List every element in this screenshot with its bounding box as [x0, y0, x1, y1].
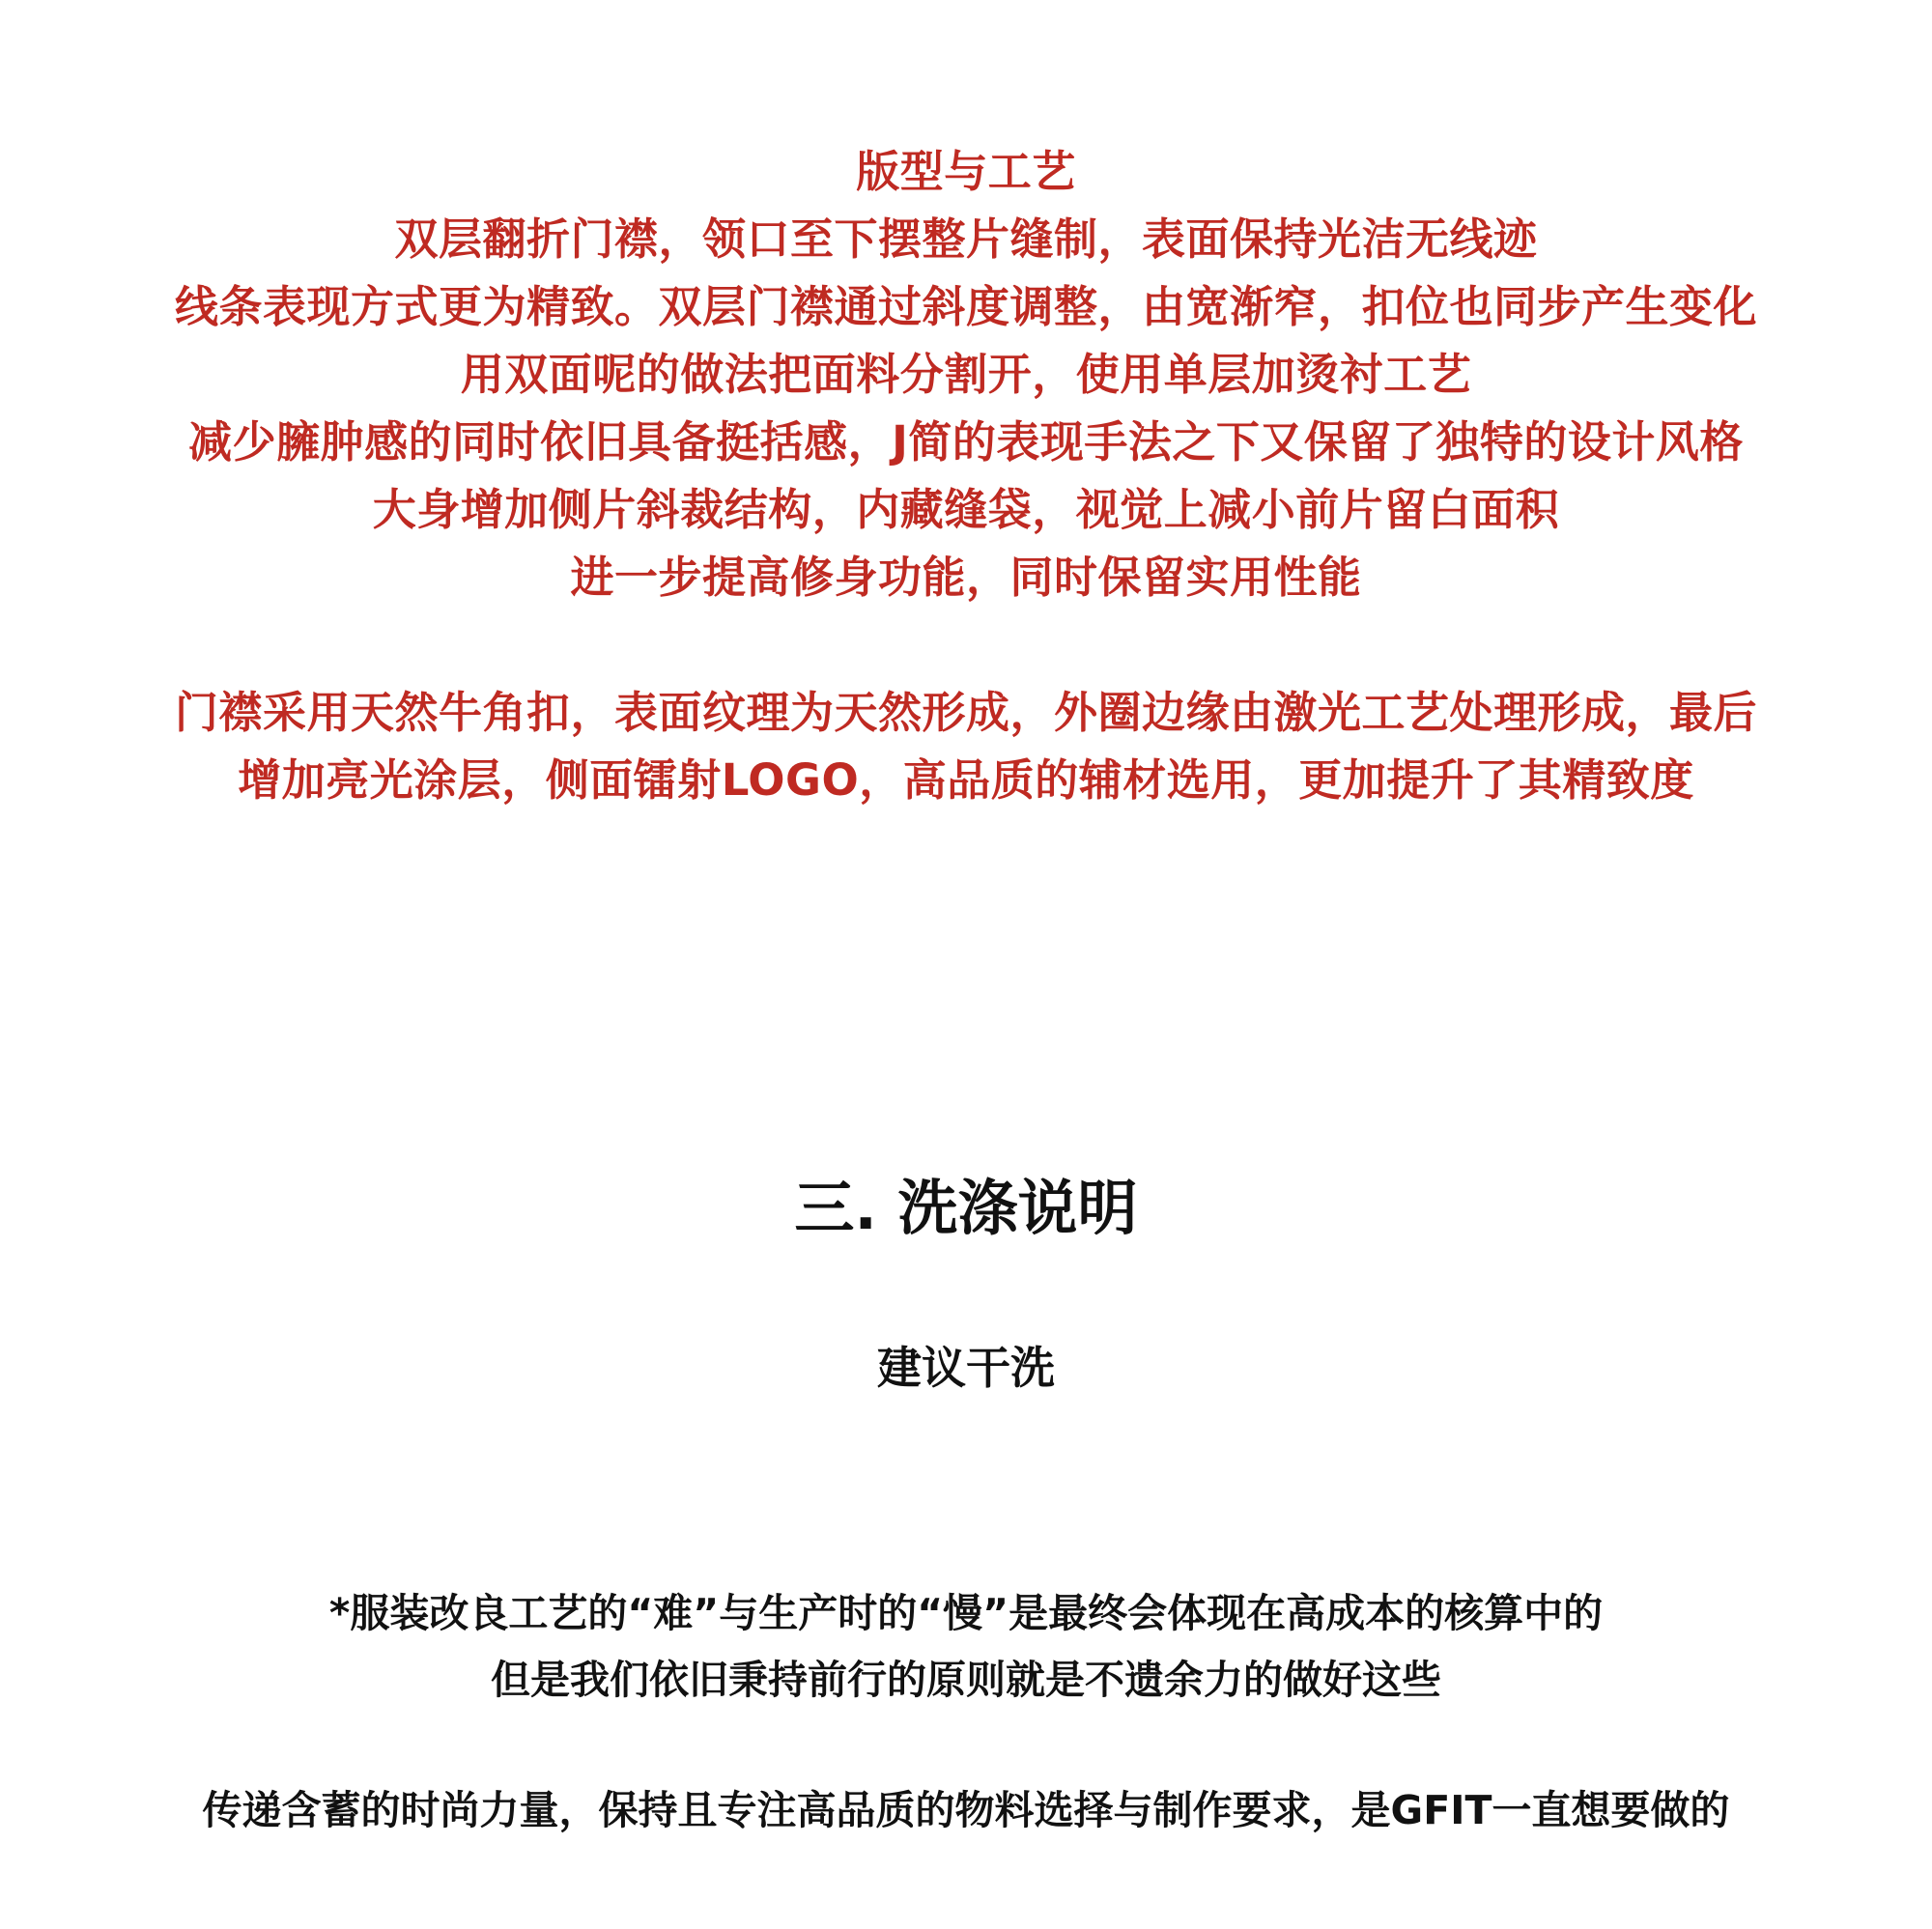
craft-line-6: 进一步提高修身功能，同时保留实用性能	[570, 552, 1362, 603]
craft-line-2: 线条表现方式更为精致。双层门襟通过斜度调整，由宽渐窄，扣位也同步产生变化	[174, 281, 1757, 332]
button-line-2: 增加亮光涂层，侧面镭射LOGO，高品质的辅材选用，更加提升了其精致度	[238, 754, 1694, 806]
button-line-1: 门襟采用天然牛角扣，表面纹理为天然形成，外圈边缘由激光工艺处理形成，最后	[174, 687, 1757, 738]
craft-line-3: 用双面呢的做法把面料分割开，使用单层加烫衬工艺	[460, 349, 1472, 400]
note-line-2: 但是我们依旧秉持前行的原则就是不遗余力的做好这些	[491, 1657, 1441, 1703]
washing-title: 三. 洗涤说明	[794, 1173, 1138, 1243]
note-line-1: *服装改良工艺的“难”与生产时的“慢”是最终会体现在高成本的核算中的	[328, 1590, 1604, 1636]
closing-statement: 传递含蓄的时尚力量，保持且专注高品质的物料选择与制作要求，是GFIT一直想要做的	[202, 1787, 1730, 1833]
craft-heading: 版型与工艺	[856, 146, 1076, 197]
washing-instruction: 建议干洗	[877, 1342, 1055, 1394]
craft-line-4: 减少臃肿感的同时依旧具备挺括感，J简的表现手法之下又保留了独特的设计风格	[188, 416, 1744, 468]
craft-line-1: 双层翻折门襟，领口至下摆整片缝制，表面保持光洁无线迹	[394, 213, 1538, 265]
craft-line-5: 大身增加侧片斜裁结构，内藏缝袋，视觉上减小前片留白面积	[372, 484, 1560, 535]
